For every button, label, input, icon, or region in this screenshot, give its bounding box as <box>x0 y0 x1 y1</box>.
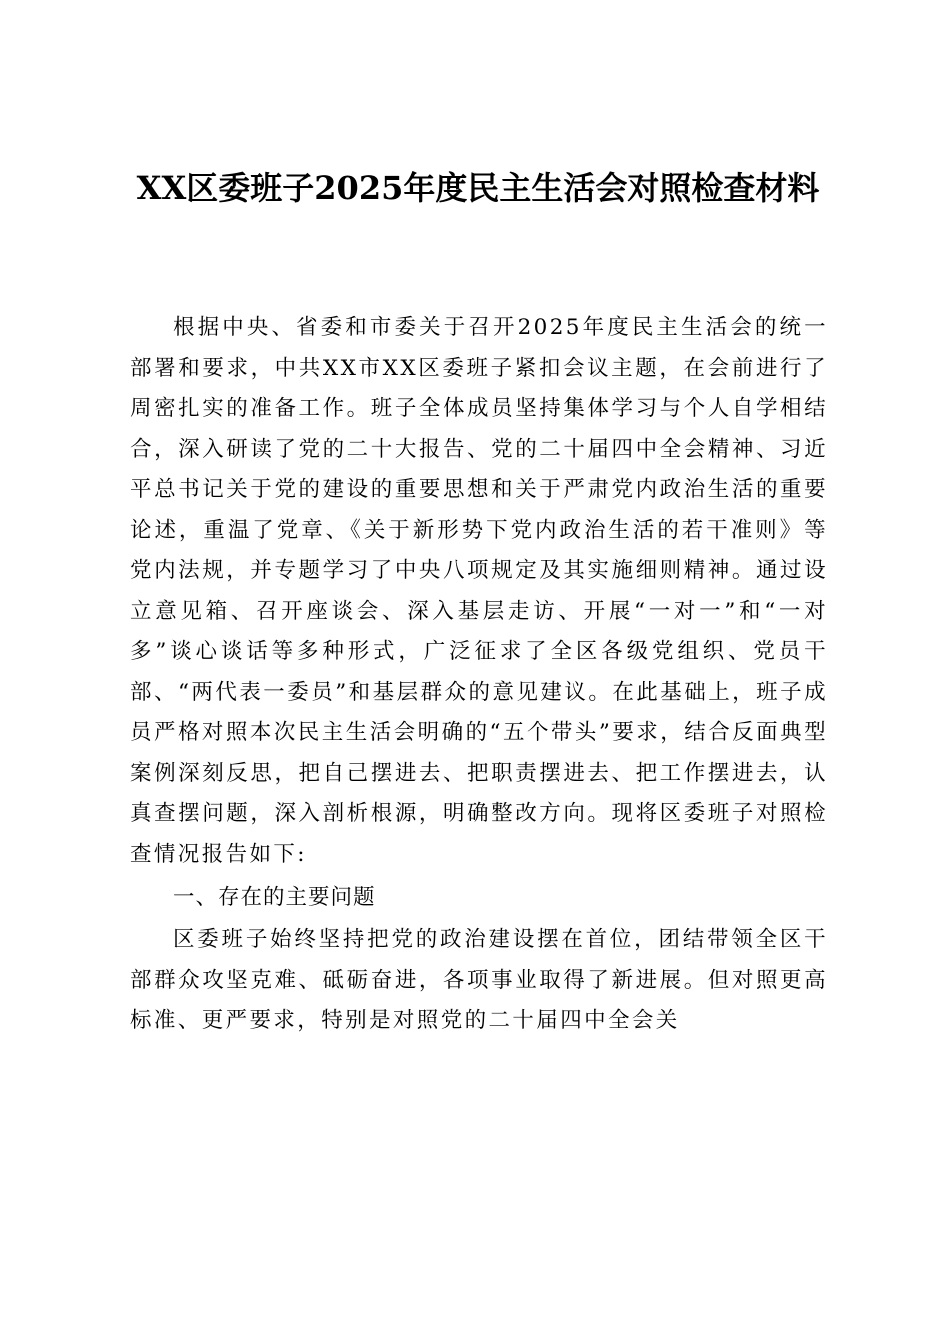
section-paragraph: 区委班子始终坚持把党的政治建设摆在首位，团结带领全区干部群众攻坚克难、砥砺奋进，各项事业取得了新进展。但对照更高标准、更严要求，特别是对照党的二十届四中全会关 <box>130 927 828 1033</box>
document-body <box>130 308 828 1042</box>
intro-paragraph: 根据中央、省委和市委关于召开2025年度民主生活会的统一部署和要求，中共XX市XX区委班子紧扣会议主题，在会前进行了周密扎实的准备工作。班子全体成员坚持集体学习与个人自学相结合，深入研读了党的二十大报告、党的二十届四中全会精神、习近平总书记关于党的建设的重要思想和关于严肃党内政治生活的重要论述，重温了党章、《关于新形势下党内政治生活的若干准则》等党内法规，并专题学习了中央八项规定及其实施细则精神。通过设立意见箱、召开座谈会、深入基层走访、开展“一对一”和“一对多”谈心谈话等多种形式，广泛征求了全区各级党组织、党员干部、“两代表一委员”和基层群众的意见建议。在此基础上，班子成员严格对照本次民主生活会明确的“五个带头”要求，结合反面典型案例深刻反思，把自己摆进去、把职责摆进去、把工作摆进去，认真查摆问题，深入剖析根源，明确整改方向。现将区委班子对照检查情况报告如下: <box>130 315 828 867</box>
document-title: XX区委班子2025年度民主生活会对照检查材料 <box>136 169 820 207</box>
section-heading: 一、存在的主要问题 <box>173 885 376 910</box>
